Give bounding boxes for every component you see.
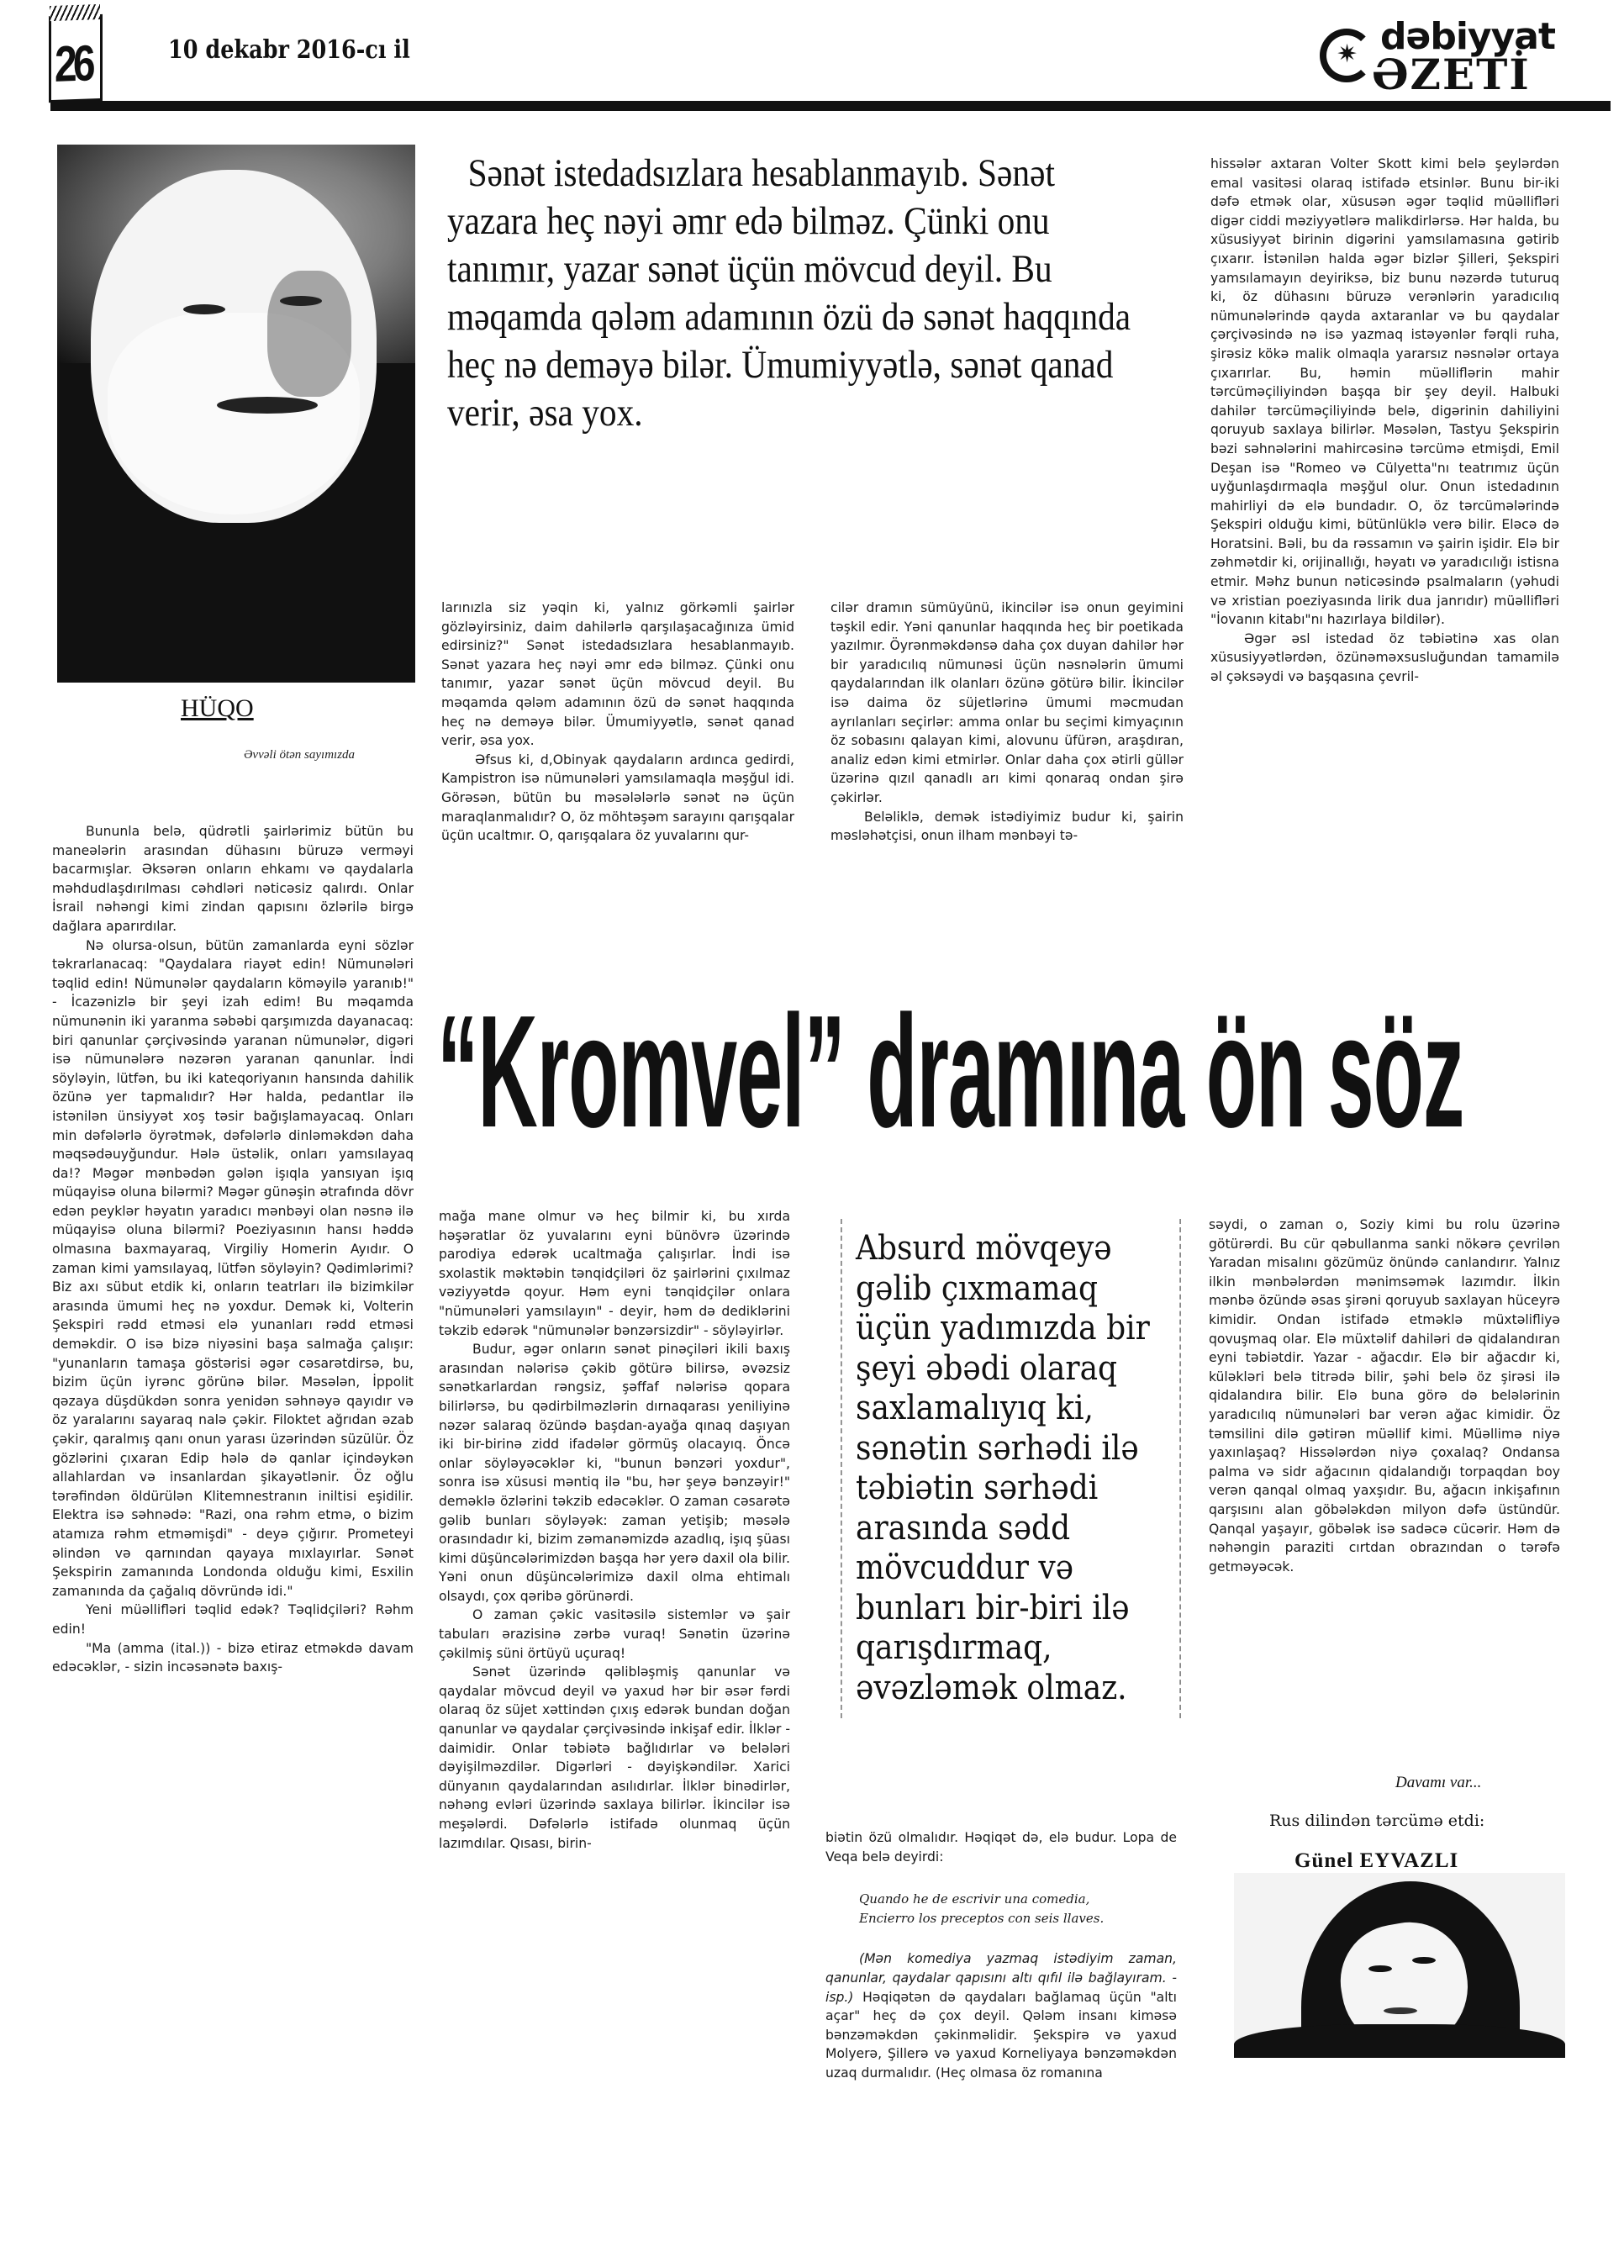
spanish-verse <box>859 1890 1177 1928</box>
translator-portrait <box>1234 1873 1565 2058</box>
page-number: 26 <box>55 34 92 92</box>
verse-translation: (Mən komediya yazmaq istədiyim zaman, qanunlar, qaydalar qapısını altı qıfıl ilə bağlayıram. - isp.) <box>825 1951 1177 2005</box>
issue-date: 10 dekabr 2016-cı il <box>168 35 410 65</box>
paragraph <box>825 1949 1177 2082</box>
verse-line: Quando he de escrivir una comedia, <box>859 1891 1090 1907</box>
paragraph: səydi, o zaman o, Soziy kimi bu rolu üzərinə götürərdi. Bu cür qəbullanma sanki nökərə çevrilən Yaradan misalını gözümüz önündə canlandırır. Yalnız ilkin mənbələrdən mənimsəmək lazımdır. İlkin mənbə özündə əsas şirəni qoruyub saxlayan hüceyrə kimidir. Ondan istifadə etməklə müxtəlifliyə qovuşmaq olar. Elə müxtəlif dahiləri də qidalandıran eyni təbiətdir. Yazar - ağacdır. Elə bir ağacdır ki, küləkləri belə titrədə bilir, şəhi belə öz şirəsi ilə qidalandıra bilir. Elə buna görə də belələrinin yaradıcılıq nümunələri bar verən ağac kimidir. Öz təmsilini dilə gətirən müəllif kimi. Müəllimə niyə yaxınlaşaq? Hissələrdən niyə çoxalaq? Ondansa palma və sidr ağacının qidalandığı torpaqdan boy verən qanqal olmaq yaxşıdır. Bu, ağacın inkişafının qarşısını alan göbələkdən milyon dəfə üstündür. Qanqal yaşayır, göbələk isə sadəcə cücərir. Həm də nəhəngin paraziti cırtdan obrazından o tərəfə getməyəcək. <box>1209 1217 1560 1574</box>
continued-from-note: Əvvəli ötən sayımızda <box>244 748 356 762</box>
verse-line: Encierro los preceptos con seis llaves. <box>859 1910 1105 1926</box>
logo-line-2: ƏZETİ <box>1372 50 1531 99</box>
paragraph: O zaman çəkic vasitəsilə sistemlər və şair tabuları ərazisinə zərbə vuraq! Sənətin üzərinə çəkilmiş süni örtüyü uçuraq! <box>439 1607 790 1661</box>
masthead-rule <box>50 101 1611 111</box>
paragraph: biətin özü olmalıdır. Həqiqət də, elə budur. Lopa de Veqa belə deyirdi: <box>825 1830 1177 1865</box>
translator-name: Günel EYVAZLI <box>1294 1849 1459 1872</box>
article-headline: “Kromvel” dramına ön söz <box>437 983 1464 1161</box>
logo-line-1: dəbiyyat <box>1380 15 1556 58</box>
page-number-badge <box>49 14 103 103</box>
boxed-quote: Absurd mövqeyə gəlib çıxmamaq üçün yadımızda bir şeyi əbədi olaraq saxlamalıyıq ki, sənətin sərhədi ilə təbiətin sərhədi arasında sədd mövcuddur və bunları bir-biri ilə qarışdırmaq, əvəzləmək olmaz. <box>841 1219 1181 1718</box>
paragraph-text: Həqiqətən də qaydaları bağlamaq üçün "altı açar" heç də çox deyil. Qələm insanı kiməsə bənzəməkdən çəkinməlidir. Şekspirə və yaxud Molyerə, Şillerə və yaxud Korneliyaya bənzəməkdən uzaq durmalıdır. (Heç olmasa öz romanına <box>825 1989 1177 2081</box>
article-column-2-bottom <box>439 1207 790 1853</box>
article-column-3-top <box>830 599 1184 846</box>
article-column-2-top <box>441 599 794 846</box>
paragraph: larınızla siz yəqin ki, yalnız görkəmli şairlər gözləyirsiniz, daim dahilərlə qarşılaşacağınıza ümid edirsiniz?" Sənət istedadsızlara hesablanmayıb. Sənət yazara heç nəyi əmr edə bilməz. Çünki onu tanımır, yazar sənət üçün mövcud deyil. Bu məqamda qələm adamının özü də sənət haqqında heç nə deməyə bilər. Ümumiyyətlə, sənət qanad verir, əsa yox. <box>441 600 794 749</box>
paragraph: Beləliklə, demək istədiyimiz budur ki, şairin məsləhətçisi, onun ilham mənbəyi tə- <box>830 809 1184 844</box>
paragraph: mağa mane olmur və heç bilmir ki, bu xırda həşəratlar öz yuvalarını eyni bünövrə üzərində parodiya edərək ucaltmağa çalışırlar. İndi isə sxolastik məktəbin tənqidçiləri öz şairlərini çıxılmaz vəziyyətdə qoyur. Həm eyni tənqidçilər onlara "nümunələri yamsılayın" - deyir, həm də dediklərini təkzib edərək "nümunələr bənzərsizdir" - söyləyirlər. <box>439 1209 790 1338</box>
article-column-4-top <box>1210 155 1559 687</box>
to-be-continued: Davamı var... <box>1395 1774 1482 1791</box>
paragraph: "Ma (amma (ital.)) - bizə etiraz etməkdə davam edəcəklər, - sizin incəsənətə baxış- <box>52 1640 414 1675</box>
paragraph: Budur, əgər onların sənət pinəçiləri ikili baxış arasından nələrisə çəkib götürə bilirsə, əvəzsiz sənətkarlardan rəngsiz, şəffaf nələrisə qopara bilirlərsə, bu qədirbilməzlərin dırnaqarası yeniliyinə nəzər salaraq özündə başdan-ayağa qınaq daşıyan iki bir-birinə zidd ifadələr görmüş olacayıq. Öncə onlar söyləyəcəklər ki, "bunun bənzəri yoxdur", sonra isə xüsusi məntiq ilə "bu, hər şeyə bənzəyir!" deməklə özlərini təkzib edəcəklər. O zaman cəsarətə gəlib bunları söyləyək: zaman yetişib; məsələ orasındadır ki, bizim zəmanəmizdə azadlıq, işıq şüası kimi düşüncələrimizdən başqa hər yerə daxil ola bilir. Yəni onun düşüncələrimizə daxil olma ehtimalı olsaydı, çox qəribə görünərdi. <box>439 1342 790 1604</box>
paragraph: Sənət üzərində qəlibləşmiş qanunlar və qaydalar mövcud deyil və yaxud hər bir əsər fərdi olaraq öz süjet xəttindən çıxış edərək bundan doğan qanunlar və qaydalar çərçivəsində inkişaf edir. İlklər - daimidir. Onlar təbiətə bağlıdırlar və belələri dəyişilməzdilər. Digərləri - dəyişkəndilər. Xarici dünyanın qaydalarından asılıdırlar. İlklər binədirlər, nəhəng evləri üzərində saxlaya bilirlər. İkincilər isə meşələrdi. Dəfələrlə istifadə olunmaq üçün lazımdılar. Qısası, birin- <box>439 1664 790 1851</box>
translator-label: Rus dilindən tərcümə etdi: <box>1269 1812 1485 1830</box>
star-emblem-icon: ✷ <box>1337 40 1358 68</box>
author-portrait <box>57 145 415 683</box>
paragraph: cilər dramın sümüyünü, ikincilər isə onun geyimini təşkil edir. Yəni qanunlar haqqında heç bir poetikada yazılmır. Öyrənməkdənsə daha çox duyan dahilər hər bir yaradıcılıq nümunəsi üçün nəsnələrin ümumi qaydalarından ilk olanları özünə götürə bilir. İkincilər isə daima öz süjetlərinə ümumi məcmudan ayrılanları seçirlər: amma onlar bu seçimi kimyaçının öz sobasını qalayan kimi, alovunu üfürən, araşdıran, analiz edən kimi etmirlər. Onlar daha çox ətirli güllər üzərinə qızıl qanadlı arı kimi qonaraq ondan şirə çəkirlər. <box>830 600 1184 805</box>
pull-quote: Sənət istedadsızlara hesablanmayıb. Sənət yazara heç nəyi əmr edə bilməz. Çünki onu tanımır, yazar sənət üçün mövcud deyil. Bu məqamda qələm adamının özü də sənət haqqında heç nə deməyə bilər. Ümumiyyətlə, sənət qanad verir, əsa yox. <box>447 151 1131 435</box>
paragraph: Əfsus ki, d,Obinyak qaydaların ardınca gedirdi, Kampistron isə nümunələri yamsılamaqla məşğul idi. Görəsən, bütün bu məsələlərlə sənət nə üçün maraqlanmalıdır? O, öz möhtəşəm sarayını qarışqalar üçün ucaltmır. O, qarışqalara öz yuvalarını qur- <box>441 752 794 844</box>
paragraph: Əgər əsl istedad öz təbiətinə xas olan xüsusiyyətlərdən, özünəməxsusluğundan tamamilə əl çəksəydi və başqasına çevril- <box>1210 630 1559 685</box>
article-column-4-bottom <box>1209 1216 1560 1576</box>
paragraph: hissələr axtaran Volter Skott kimi belə şeylərdən emal vasitəsi olaraq istifadə etsinlər. Bunu bir-iki dəfə etmək olar, xüsusən əgər təqlid müəllifləri digər ciddi məziyyətlərə malikdirlərsə. Hər halda, bu xüsusiyyət birinin digərini yamsılamasına gətirib çıxarır. İstənilən halda əgər bizlər Şilleri, Şekspiri yamsılamayın deyiriksə, biz bunu nəzərdə tuturuq ki, öz dühasını büruzə verənlərin yaradıcılıq nümunələrində qayda axtaranlar və bu qaydalar çərçivəsində nə isə yazmaq istəyənlər fərqli ruha, şirəsiz kökə malik olmaqla yararsız nəsnələr ortaya çıxarırlar. Bu, həmin müəlliflərin mahir tərcüməçiliyindən başqa bir şey deyil. Halbuki dahilər tərcüməçiliyində belə, digərinin dahiliyini qoruyub saxlaya bilirlər. Məsələn, Tastyu Şekspirin bəzi səhnələrini mahircəsinə tərcümə etmişdi, Emil Deşan isə "Romeo və Cülyetta"nı teatrımız üçün uyğunlaşdırmaqla məşğul olur. Onun istedadının mahirliyi də elə bundadır. O, öz tərcümələrində Şekspiri olduğu kimi, bütünlüklə verə bilir. Eləcə də Horatsini. Bəli, bu da rəssamın və şairin işidir. Elə bir zəhmətdir ki, orijinallığı, həyatı və yaradıcılığı istisna etmir. Məhz bunun nəticəsində psalmaların (yəhudi və xristian poeziyasında lirik dua janrıdır) müəllifləri "İovanın kitabı"nı hazırlaya bildilər). <box>1210 156 1559 628</box>
article-column-3-bottom <box>825 1828 1177 2083</box>
author-caption: HÜQO <box>181 694 254 722</box>
article-column-1 <box>52 822 414 1677</box>
newspaper-logo <box>1320 15 1597 103</box>
paragraph: Nə olursa-olsun, bütün zamanlarda eyni sözlər təkrarlanacaq: "Qaydalara riayət edin! Nümunələri təqlid edin! Nümunələr qaydaların köməyilə yaranıb!" - İcazənizlə bir şeyi izah edim! Bu məqamda nümunənin iki yaranma səbəbi qarşımızda dayanacaq: biri qanunlar çərçivəsində yaranan nümunələr, digəri isə nümunələrə nəzərən yaranan qanunlar. İndi söyləyin, lütfən, bu iki kateqoriyanın hansında dahilik özünə yer tapmalıdır? Hər halda, pedantlar ilə istənilən ünsiyyət xoş təsir bağışlamayacaq. Onları min dəfələrlə öyrətmək, dəfələrlə dinləməkdən daha məqsədəuyğundur. Hələ üstəlik, onları yamsılayaq da!? Məgər mənbədən gələn işıqla yansıyan işıq müqayisə oluna bilərmi? Məgər günəşin ətrafında dövr edən peyklər həyatın yaradıcı mənbəyi olan nəsnə ilə müqayisə oluna bilərmi? Poeziyasının hansı həddə olmasına baxmayaraq, Virgiliy Homerin Ayıdır. O zaman kimi yamsılayaq, lütfən söyləyin? Qədimlərimi? Biz axı sübut etdik ki, onların teatrları ilə bizimkilər arasında ümumi heç nə yoxdur. Demək ki, Volterin Şekspiri rədd etməsi elə yunanları rədd etməsi deməkdir. O isə bizə niyəsini başa salmağa çalışır: "yunanların tamaşa göstərisi əgər cəsarətdirsə, bu, bizim üçün iyrənc görünə bilər. Məsələn, İppolit qəzaya düşdükdən sonra yenidən səhnəyə qayıdır və öz yaralarını sayaraq nalə çəkir. Filoktet ağrıdan əzab çəkir, qaralmış qanı onun yarası üzərindən süzülür. Öz gözlərini çıxaran Edip hələ də qanlar içindəykən allahlardan və insanlardan şikayətlənir. Öz oğlu tərəfindən öldürülən Klitemnestranın iniltisi eşidilir. Elektra isə səhnədə: "Razi, ona rəhm etmə, o bizim atamıza rəhm etməmişdi" - deyə çığırır. Prometeyi əlindən və qarnından qayaya mıxlayırlar. Sənət Şekspirin zamanında Londonda olduğu kimi, Esxilin zamanında da çağalıq dövründə idi." <box>52 937 414 1599</box>
paragraph: Yeni müəllifləri təqlid edək? Təqlidçiləri? Rəhm edin! <box>52 1602 414 1637</box>
book-pages-icon <box>50 4 100 21</box>
paragraph: Bununla belə, qüdrətli şairlərimiz bütün bu maneələrin arasından dühasını büruzə verməyi bacarmışlar. Əksərən onların ehkamı və qaydalarla məhdudlaşdırılması cəhdləri nəticəsiz qalırdı. Onlar İsrail nəhəngi kimi zindan qapısını özlərilə birgə dağlara aparırdılar. <box>52 824 414 934</box>
